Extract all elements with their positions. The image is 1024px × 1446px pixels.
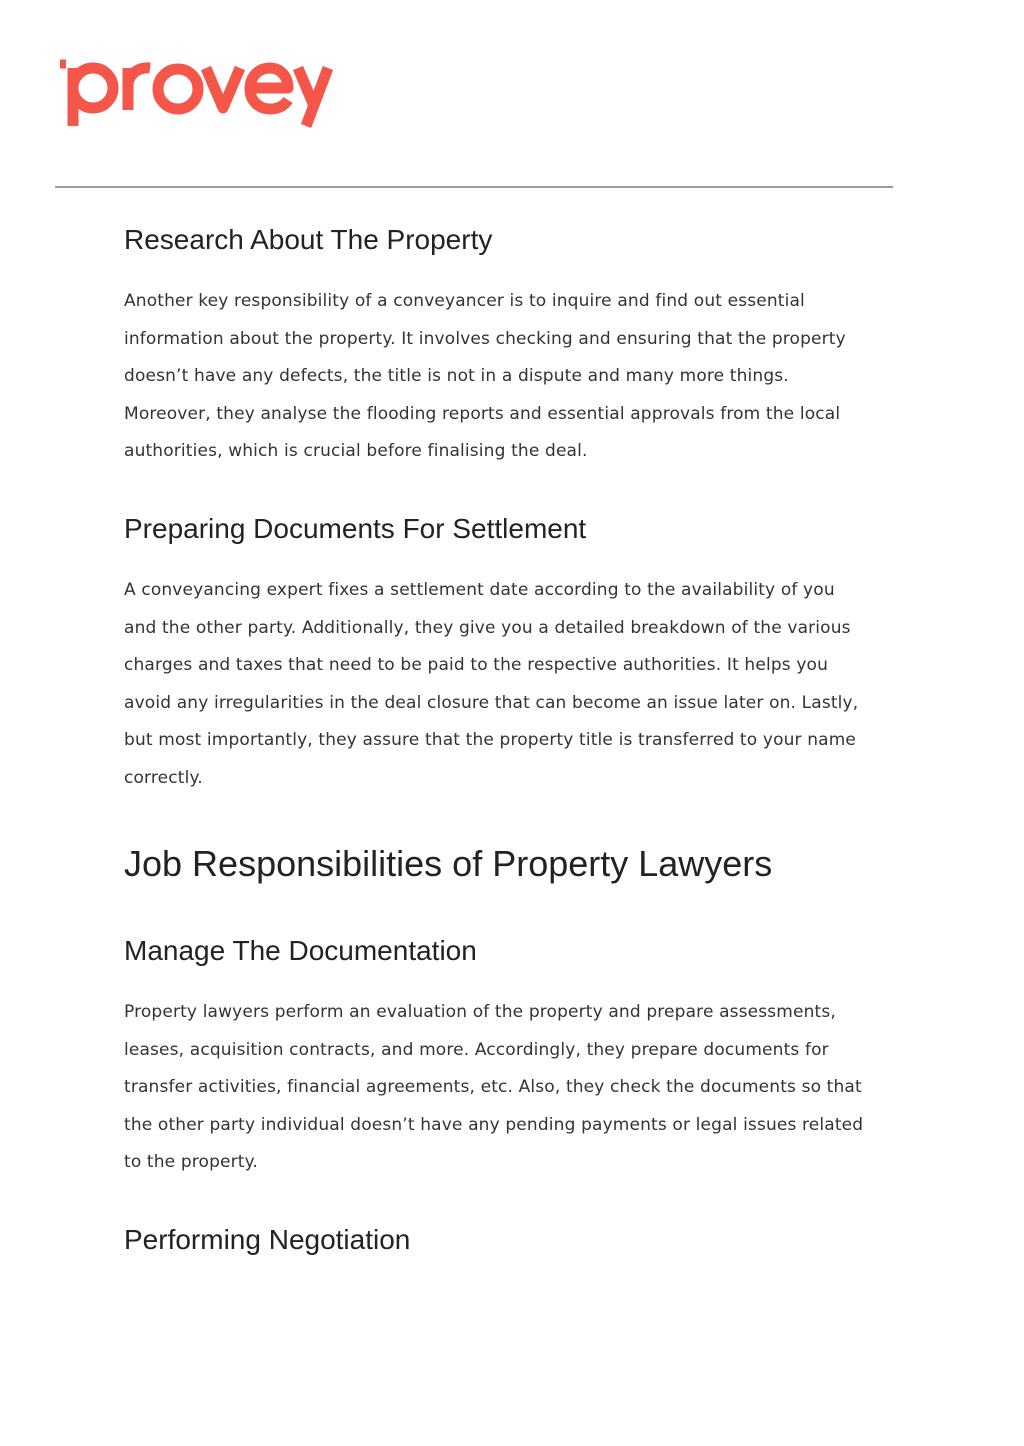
paragraph-line: charges and taxes that need to be paid to the respective authorities. It helps you [124, 655, 829, 676]
paragraph-line: transfer activities, financial agreements, etc. Also, they check the documents so that [124, 1077, 862, 1098]
section-heading-settlement: Preparing Documents For Settlement [124, 513, 587, 544]
paragraph-line: information about the property. It involves checking and ensuring that the property [124, 328, 846, 349]
paragraph-line: A conveyancing expert fixes a settlement date according to the availability of you [124, 580, 835, 600]
paragraph-line: the other party individual doesn’t have any pending payments or legal issues related [124, 1114, 864, 1135]
paragraph-line: avoid any irregularities in the deal closure that can become an issue later on. Lastly, [124, 692, 859, 713]
section-heading-documentation: Manage The Documentation [124, 935, 477, 966]
main-heading: Job Responsibilities of Property Lawyers [124, 843, 773, 884]
paragraph-line: to the property. [124, 1152, 258, 1173]
section-heading-negotiation: Performing Negotiation [124, 1224, 411, 1255]
provey-logo [56, 44, 346, 140]
paragraph-line: leases, acquisition contracts, and more. Accordingly, they prepare documents for [124, 1039, 829, 1060]
paragraph-line: Another key responsibility of a conveyancer is to inquire and find out essential [124, 291, 805, 311]
paragraph-line: but most importantly, they assure that the property title is transferred to your name [124, 730, 857, 751]
section-paragraph-documentation [124, 994, 863, 1182]
paragraph-line: doesn’t have any defects, the title is not in a dispute and many more things. [124, 366, 789, 387]
paragraph-line: and the other party. Additionally, they give you a detailed breakdown of the various [124, 617, 851, 638]
section-paragraph-settlement [124, 572, 858, 798]
paragraph-line: authorities, which is crucial before finalising the deal. [124, 441, 588, 462]
section-heading-research: Research About The Property [124, 224, 493, 255]
section-paragraph-research [124, 283, 846, 471]
paragraph-line: Property lawyers perform an evaluation of the property and prepare assessments, [124, 1002, 836, 1022]
header-divider [55, 186, 893, 188]
paragraph-line: Moreover, they analyse the flooding reports and essential approvals from the local [124, 403, 841, 424]
paragraph-line: correctly. [124, 767, 203, 788]
